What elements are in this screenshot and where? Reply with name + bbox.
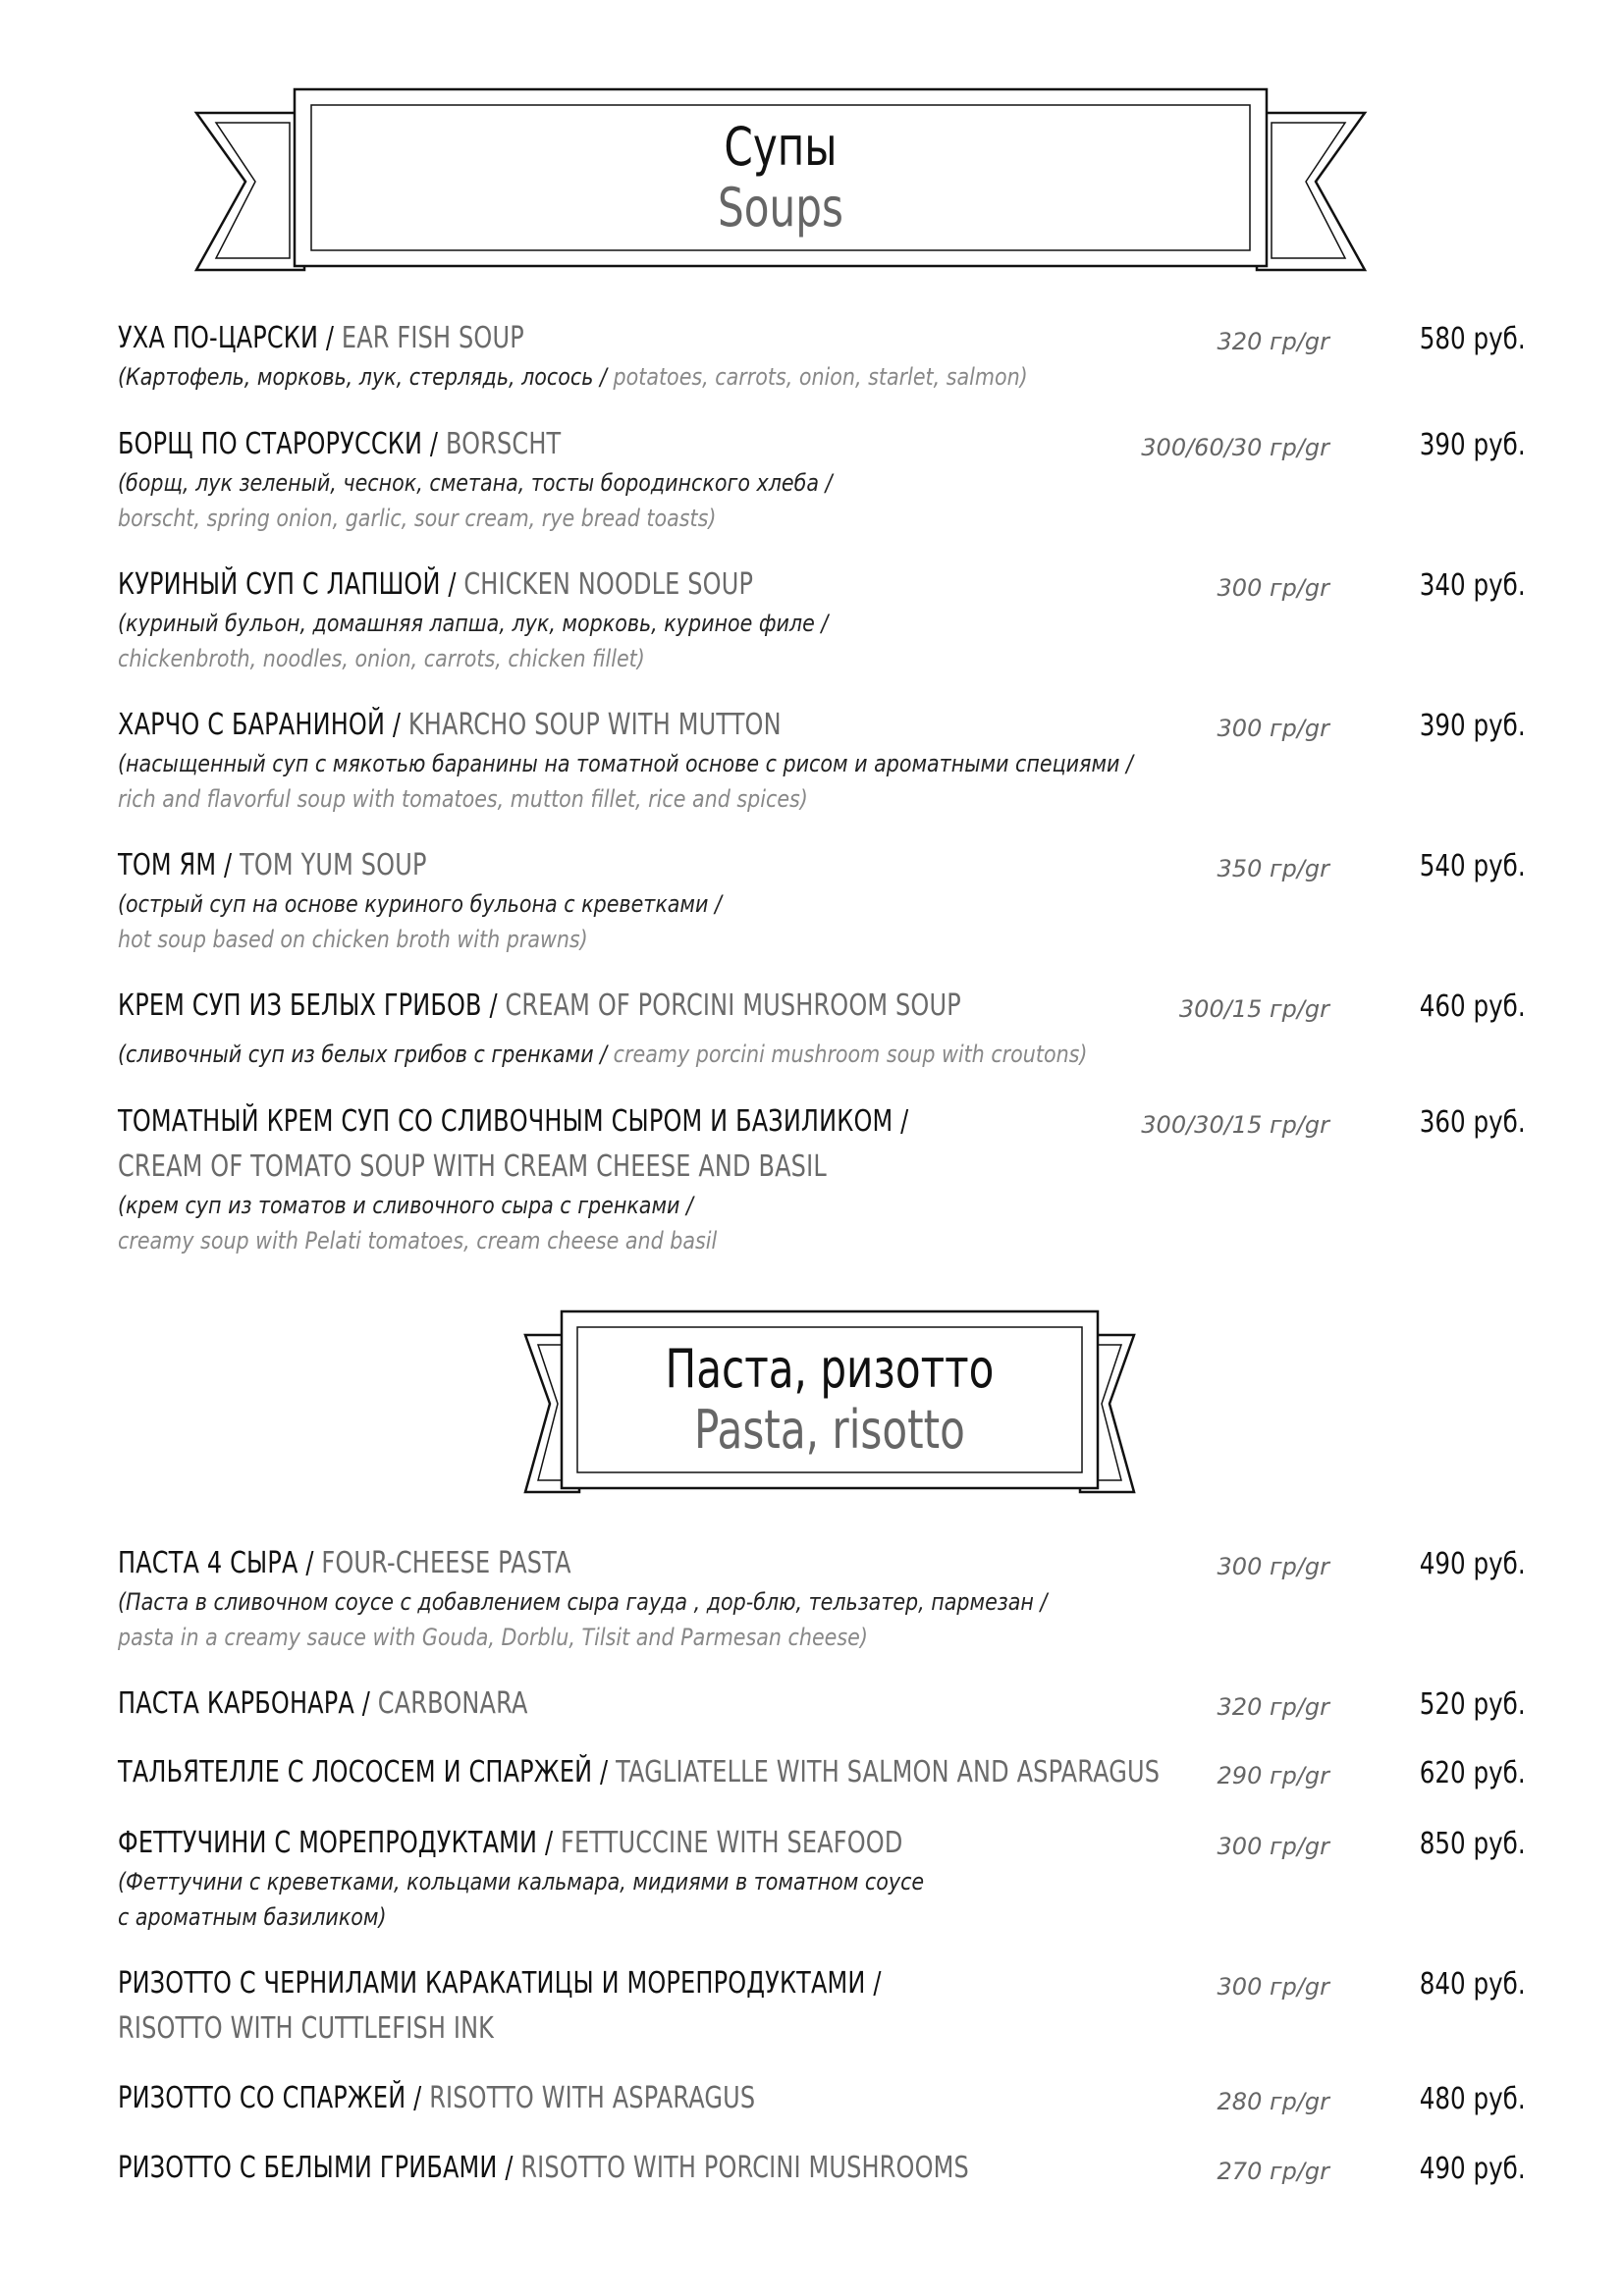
item-name-ru: КРЕМ СУП ИЗ БЕЛЫХ ГРИБОВ bbox=[118, 988, 482, 1023]
item-weight: 300/60/30 гр/gr bbox=[1141, 434, 1329, 461]
item-desc-ru: (куриный бульон, домашняя лапша, лук, морковь, куриное филе / bbox=[118, 610, 829, 637]
item-desc-en: borscht, spring onion, garlic, sour cream, rye bread toasts) bbox=[118, 505, 717, 532]
item-name-en: RISOTTO WITH CUTTLEFISH INK bbox=[118, 2011, 495, 2046]
item-desc-ru: (Паста в сливочном соусе с добавлением сыра гауда , дор-блю, тельзатер, пармезан / bbox=[118, 1588, 1048, 1616]
item-name-en: RISOTTO WITH PORCINI MUSHROOMS bbox=[520, 2151, 969, 2185]
item-price: 580 руб. bbox=[1420, 322, 1526, 356]
item-desc-ru: (насыщенный суп с мякотью баранины на томатной основе с рисом и ароматными специями / bbox=[118, 750, 1133, 777]
item-weight: 300 гр/gr bbox=[1217, 1973, 1329, 2001]
item-weight: 320 гр/gr bbox=[1217, 328, 1329, 355]
item-price: 620 руб. bbox=[1420, 1756, 1526, 1790]
item-name-en: TAGLIATELLE WITH SALMON AND ASPARAGUS bbox=[616, 1755, 1161, 1789]
section-title-en: Pasta, risotto bbox=[694, 1399, 965, 1461]
item-desc-ru: (крем суп из томатов и сливочного сыра с гренками / bbox=[118, 1192, 693, 1219]
item-name-en: CARBONARA bbox=[377, 1686, 528, 1721]
item-weight: 300/15 гр/gr bbox=[1178, 995, 1329, 1023]
item-name-ru: БОРЩ ПО СТАРОРУССКИ bbox=[118, 427, 423, 461]
section-banner-pasta bbox=[520, 1306, 1139, 1512]
item-desc-ru: (острый суп на основе куриного бульона с креветками / bbox=[118, 890, 722, 918]
item-price: 540 руб. bbox=[1420, 849, 1526, 883]
item-weight: 300 гр/gr bbox=[1217, 715, 1329, 742]
item-weight: 300/30/15 гр/gr bbox=[1141, 1111, 1329, 1139]
item-desc-en: pasta in a creamy sauce with Gouda, Dorblu, Tilsit and Parmesan cheese) bbox=[118, 1624, 868, 1651]
item-name-ru: КУРИНЫЙ СУП С ЛАПШОЙ bbox=[118, 567, 441, 602]
item-price: 390 руб. bbox=[1420, 709, 1526, 743]
item-desc-en: hot soup based on chicken broth with prawns) bbox=[118, 926, 588, 953]
item-weight: 300 гр/gr bbox=[1217, 574, 1329, 602]
item-name-en: CREAM OF TOMATO SOUP WITH CREAM CHEESE AND BASIL bbox=[118, 1149, 827, 1184]
item-weight: 300 гр/gr bbox=[1217, 1833, 1329, 1860]
item-price: 340 руб. bbox=[1420, 568, 1526, 603]
item-price: 480 руб. bbox=[1420, 2082, 1526, 2116]
item-desc-ru: (Картофель, морковь, лук, стерлядь, лосось / bbox=[118, 363, 614, 391]
item-name-ru: РИЗОТТО С ЧЕРНИЛАМИ КАРАКАТИЦЫ И МОРЕПРОДУКТАМИ bbox=[118, 1966, 866, 2001]
item-name-en: CHICKEN NOODLE SOUP bbox=[463, 567, 754, 602]
item-name-en: CREAM OF PORCINI MUSHROOM SOUP bbox=[505, 988, 961, 1023]
item-desc-en: creamy soup with Pelati tomatoes, cream cheese and basil bbox=[118, 1227, 718, 1255]
item-price: 490 руб. bbox=[1420, 1547, 1526, 1581]
item-price: 390 руб. bbox=[1420, 428, 1526, 462]
item-name-en: BORSCHT bbox=[445, 427, 562, 461]
item-desc-ru: (сливочный суп из белых грибов с гренками / bbox=[118, 1041, 614, 1068]
item-weight: 270 гр/gr bbox=[1217, 2158, 1329, 2185]
item-name-en: FETTUCCINE WITH SEAFOOD bbox=[560, 1826, 903, 1860]
item-name-ru: ПАСТА 4 СЫРА bbox=[118, 1546, 298, 1580]
item-name-ru: ПАСТА КАРБОНАРА bbox=[118, 1686, 354, 1721]
item-price: 490 руб. bbox=[1420, 2152, 1526, 2186]
item-desc-ru: с ароматным базиликом) bbox=[118, 1903, 387, 1931]
section-title-en: Soups bbox=[718, 177, 843, 239]
item-name-ru: ХАРЧО С БАРАНИНОЙ bbox=[118, 708, 386, 742]
item-name-ru: ТОМАТНЫЙ КРЕМ СУП СО СЛИВОЧНЫМ СЫРОМ И БАЗИЛИКОМ bbox=[118, 1104, 893, 1139]
item-name-en: RISOTTO WITH ASPARAGUS bbox=[429, 2081, 756, 2115]
item-weight: 350 гр/gr bbox=[1217, 855, 1329, 882]
item-name-ru: РИЗОТТО СО СПАРЖЕЙ bbox=[118, 2081, 406, 2115]
item-name-en: FOUR-CHEESE PASTA bbox=[321, 1546, 571, 1580]
section-banner-soups bbox=[191, 83, 1370, 290]
item-weight: 300 гр/gr bbox=[1217, 1553, 1329, 1580]
section-title-ru: Супы bbox=[724, 116, 838, 178]
item-desc-en: potatoes, carrots, onion, starlet, salmon) bbox=[613, 363, 1028, 391]
item-price: 460 руб. bbox=[1420, 989, 1526, 1024]
item-desc-en: chickenbroth, noodles, onion, carrots, chicken fillet) bbox=[118, 645, 645, 672]
item-desc-en: creamy porcini mushroom soup with croutons) bbox=[613, 1041, 1088, 1068]
item-desc-en: rich and flavorful soup with tomatoes, mutton fillet, rice and spices) bbox=[118, 785, 808, 813]
item-price: 520 руб. bbox=[1420, 1687, 1526, 1722]
item-desc-ru: (Феттучини с креветками, кольцами кальмара, мидиями в томатном соусе bbox=[118, 1868, 925, 1896]
item-name-ru: УХА ПО-ЦАРСКИ bbox=[118, 321, 319, 355]
item-price: 850 руб. bbox=[1420, 1827, 1526, 1861]
item-name-en: EAR FISH SOUP bbox=[341, 321, 524, 355]
item-name-en: TOM YUM SOUP bbox=[240, 848, 427, 882]
item-weight: 290 гр/gr bbox=[1217, 1762, 1329, 1789]
item-name-ru: РИЗОТТО С БЕЛЫМИ ГРИБАМИ bbox=[118, 2151, 498, 2185]
item-name-ru: ФЕТТУЧИНИ С МОРЕПРОДУКТАМИ bbox=[118, 1826, 538, 1860]
section-title-ru: Паста, ризотто bbox=[665, 1338, 995, 1400]
item-weight: 320 гр/gr bbox=[1217, 1693, 1329, 1721]
item-desc-ru: (борщ, лук зеленый, чеснок, сметана, тосты бородинского хлеба / bbox=[118, 469, 833, 497]
item-weight: 280 гр/gr bbox=[1217, 2088, 1329, 2115]
item-price: 840 руб. bbox=[1420, 1967, 1526, 2002]
item-price: 360 руб. bbox=[1420, 1105, 1526, 1140]
item-name-ru: ТАЛЬЯТЕЛЛЕ С ЛОСОСЕМ И СПАРЖЕЙ bbox=[118, 1755, 593, 1789]
item-name-ru: ТОМ ЯМ bbox=[118, 848, 217, 882]
item-name-en: KHARCHO SOUP WITH MUTTON bbox=[407, 708, 782, 742]
